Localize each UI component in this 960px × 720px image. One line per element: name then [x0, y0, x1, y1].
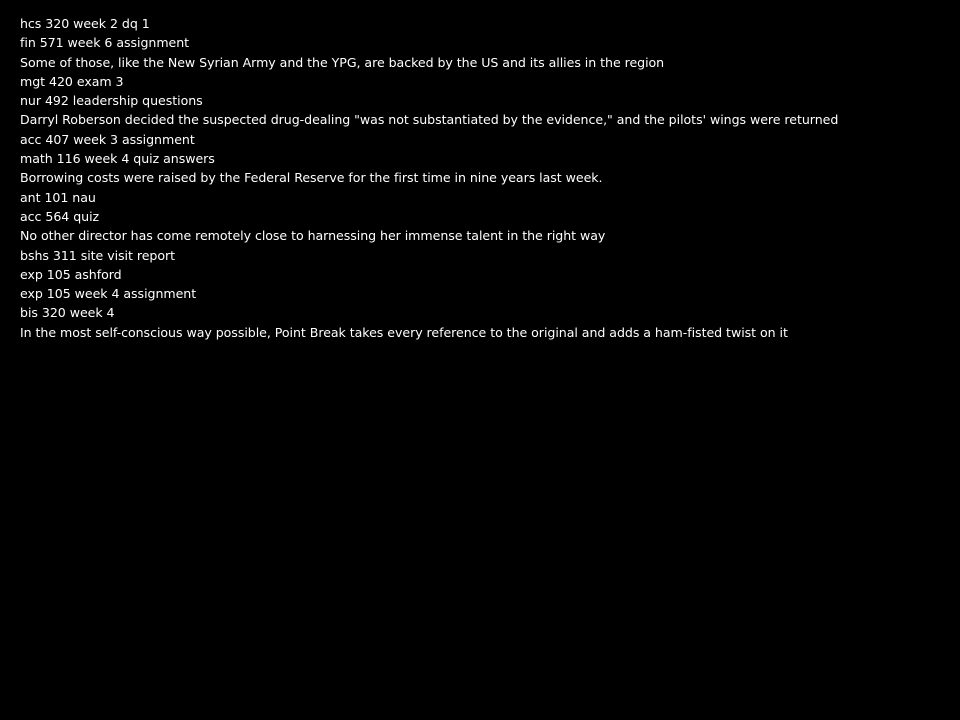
text-line: In the most self-conscious way possible, Point Break takes every reference to the original and adds a ham-fisted twist on it — [20, 324, 788, 340]
text-line: nur 492 leadership questions — [20, 93, 203, 109]
text-line: Darryl Roberson decided the suspected drug-dealing "was not substantiated by the evidence," and the pilots' wings were returned — [20, 112, 839, 128]
text-line: mgt 420 exam 3 — [20, 73, 124, 89]
text-list — [20, 14, 950, 342]
text-line: hcs 320 week 2 dq 1 — [20, 16, 150, 31]
text-line: exp 105 ashford — [20, 266, 122, 282]
text-line: bis 320 week 4 — [20, 305, 115, 321]
text-line: acc 564 quiz — [20, 208, 100, 224]
text-line: exp 105 week 4 assignment — [20, 286, 197, 302]
text-line: fin 571 week 6 assignment — [20, 35, 190, 51]
text-line: acc 407 week 3 assignment — [20, 131, 195, 147]
text-line: Some of those, like the New Syrian Army and the YPG, are backed by the US and its allies in the region — [20, 54, 665, 70]
text-line: bshs 311 site visit report — [20, 247, 176, 263]
text-line: No other director has come remotely close to harnessing her immense talent in the right way — [20, 228, 606, 244]
text-line: math 116 week 4 quiz answers — [20, 151, 215, 167]
text-line: ant 101 nau — [20, 189, 96, 205]
text-line: Borrowing costs were raised by the Federal Reserve for the first time in nine years last week. — [20, 170, 603, 186]
